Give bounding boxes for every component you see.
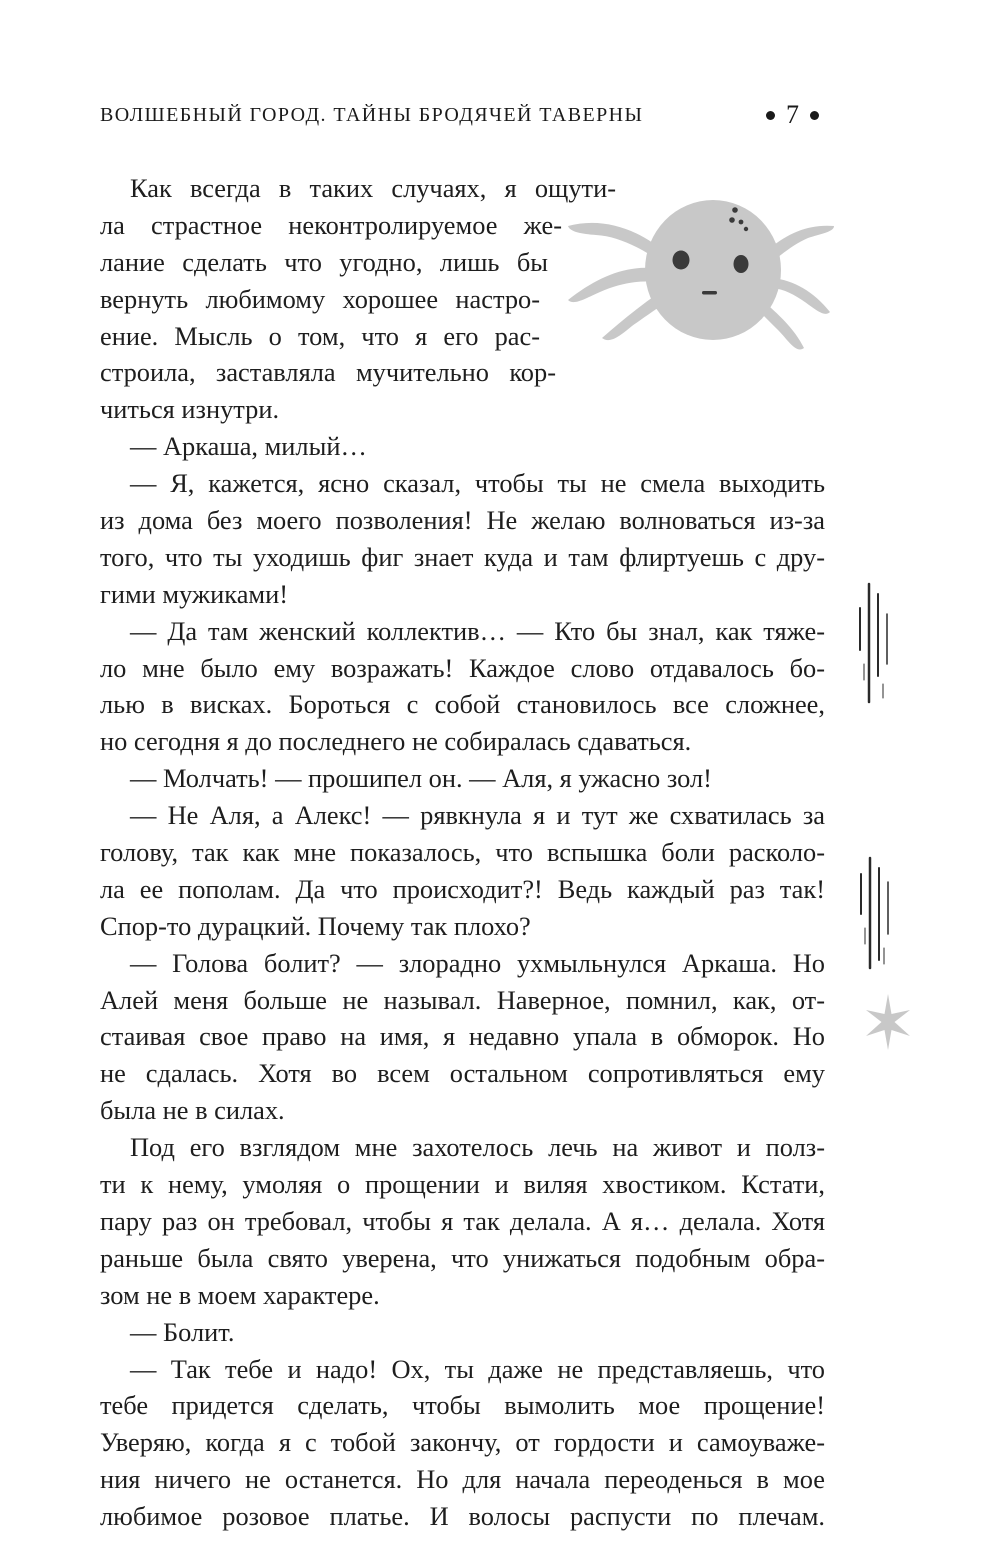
text-line: — Аркаша, милый… xyxy=(130,431,367,462)
bullet-dot-left xyxy=(766,111,775,120)
text-line: — Я, кажется, ясно сказал, чтобы ты не смела выходить xyxy=(130,468,825,499)
text-line: ло мне было ему возражать! Каждое слово отдавалось бо- xyxy=(100,652,825,683)
text-line: ение. Мысль о том, что я его рас- xyxy=(100,320,540,351)
text-line: строила, заставляла мучительно кор- xyxy=(100,357,556,388)
text-line: — Так тебе и надо! Ох, ты даже не представляешь, что xyxy=(130,1353,825,1384)
text-line: лью в висках. Бороться с собой становилось все сложнее, xyxy=(100,689,825,720)
text-line: не сдалась. Хотя во всем остальном сопротивляться ему xyxy=(100,1058,825,1089)
text-line: ла ее пополам. Да что происходит?! Ведь каждый раз так! xyxy=(100,873,825,904)
text-line: зом не в моем характере. xyxy=(100,1279,380,1310)
text-line: пару раз он требовал, чтобы я так делала. А я… делала. Хотя xyxy=(100,1205,825,1236)
text-line: но сегодня я до последнего не собиралась сдаваться. xyxy=(100,726,692,757)
text-line: ния ничего не останется. Но для начала переоденься в мое xyxy=(100,1464,825,1495)
text-line: была не в силах. xyxy=(100,1095,285,1126)
text-line: Как всегда в таких случаях, я ощути- xyxy=(130,173,616,203)
text-line: — Да там женский коллектив… — Кто бы знал, как тяже- xyxy=(130,615,825,646)
text-line: голову, так как мне показалось, что вспышка боли расколо- xyxy=(100,837,825,868)
text-line: стаивая свое право на имя, я недавно упала в обморок. Но xyxy=(100,1021,825,1052)
text-line: Алей меня больше не называл. Наверное, помнил, как, от- xyxy=(100,984,825,1015)
page-body xyxy=(100,170,825,1535)
text-line: — Голова болит? — злорадно ухмыльнулся Аркаша. Но xyxy=(130,947,825,978)
text-line: — Болит. xyxy=(130,1316,235,1347)
text-line: лание сделать что угодно, лишь бы xyxy=(100,246,548,277)
star-icon xyxy=(866,994,910,1050)
text-line: — Не Аля, а Алекс! — рявкнула я и тут же схватилась за xyxy=(130,800,825,831)
vertical-lines-decoration xyxy=(850,852,900,1002)
text-line: Под его взглядом мне захотелось лечь на живот и полз- xyxy=(130,1132,825,1163)
bullet-dot-right xyxy=(810,111,819,120)
page-number-group xyxy=(755,100,830,130)
vertical-lines-decoration xyxy=(850,580,900,720)
book-title: ВОЛШЕБНЫЙ ГОРОД. ТАЙНЫ БРОДЯЧЕЙ ТАВЕРНЫ xyxy=(100,104,644,126)
text-line: любимое розовое платье. И волосы распусти по плечам. xyxy=(100,1501,825,1532)
text-line: раньше была свято уверена, что унижаться подобным обра- xyxy=(100,1242,825,1273)
text-line: Уверяю, когда я с тобой закончу, от гордости и самоуваже- xyxy=(100,1427,825,1458)
text-line: гими мужиками! xyxy=(100,578,289,609)
running-header xyxy=(100,100,830,134)
text-line: тебе придется сделать, чтобы вымолить мое прощение! xyxy=(100,1390,825,1421)
text-line: того, что ты уходишь фиг знает куда и там флиртуешь с дру- xyxy=(100,541,825,572)
text-line: читься изнутри. xyxy=(100,394,280,425)
text-line: из дома без моего позволения! Не желаю волноваться из-за xyxy=(100,505,825,536)
text-line: вернуть любимому хорошее настро- xyxy=(100,283,540,314)
text-line: ти к нему, умоляя о прощении и виляя хвостиком. Кстати, xyxy=(100,1169,825,1200)
text-line: — Молчать! — прошипел он. — Аля, я ужасно зол! xyxy=(130,763,712,794)
text-line: Спор-то дурацкий. Почему так плохо? xyxy=(100,910,531,941)
text-line: ла страстное неконтролируемое же- xyxy=(100,209,562,240)
page-number: 7 xyxy=(786,100,799,129)
